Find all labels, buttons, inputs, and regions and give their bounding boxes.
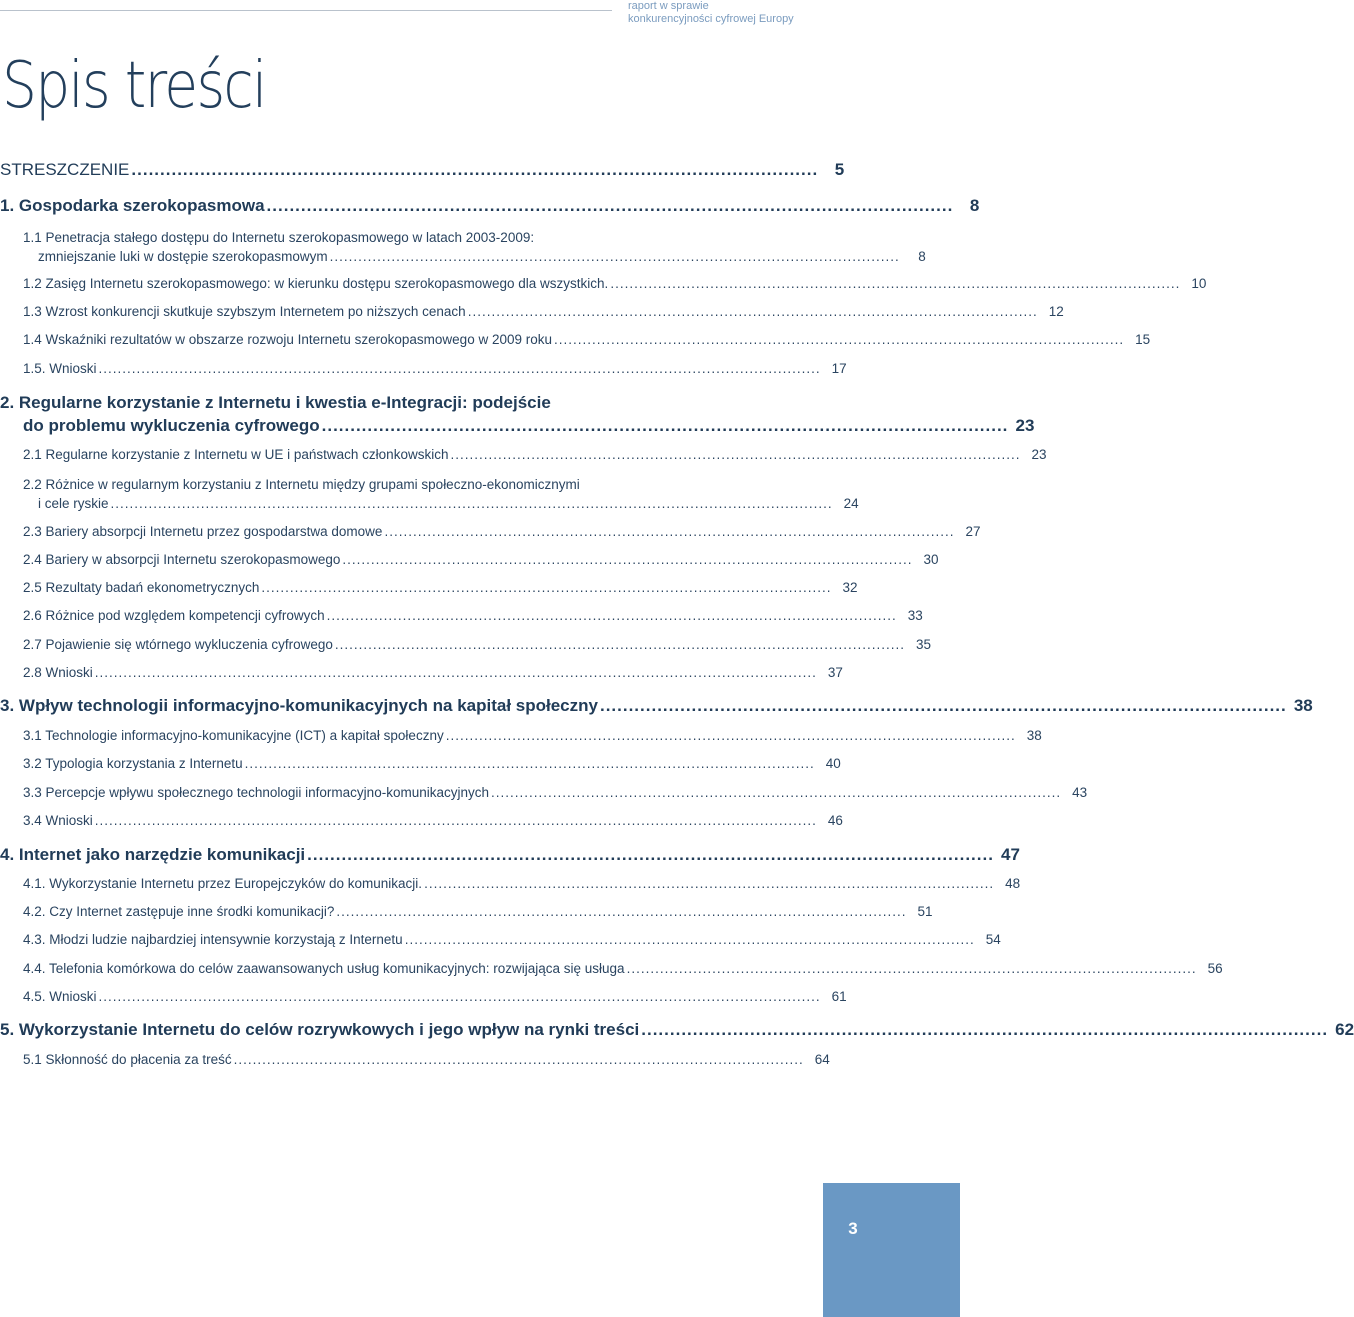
toc-entry-2-8[interactable] [23, 665, 843, 680]
toc-leader-dots: ........................................................................................................................ [326, 608, 897, 623]
toc-leader-dots: ........................................................................................................................ [445, 728, 1016, 743]
toc-leader-dots: ........................................................................................................................ [266, 196, 954, 215]
toc-leader-dots: ........................................................................................................................ [491, 785, 1062, 800]
toc-entry-3-4[interactable] [23, 813, 843, 828]
toc-leader-dots: ........................................................................................................................ [450, 447, 1021, 462]
toc-page-number: 17 [831, 361, 847, 376]
toc-entry-1-3[interactable] [23, 304, 1064, 319]
page-number-tab [823, 1183, 960, 1317]
toc-entry-streszczenie[interactable] [0, 160, 845, 180]
toc-page-number: 27 [965, 524, 981, 539]
toc-leader-dots: ........................................................................................................................ [334, 637, 906, 652]
toc-page-number: 10 [1191, 276, 1207, 291]
toc-entry-5-1[interactable] [23, 1052, 830, 1067]
toc-entry-chapter-3[interactable] [0, 696, 1313, 716]
toc-label: 4.3. Młodzi ludzie najbardziej intensywnie korzystają z Internetu [23, 932, 403, 947]
toc-page-number: 15 [1135, 332, 1151, 347]
toc-entry-4-1[interactable] [23, 876, 1021, 891]
toc-label: 2.4 Bariery w absorpcji Internetu szerokopasmowego [23, 552, 341, 567]
toc-leader-dots: ........................................................................................................................ [610, 276, 1181, 291]
toc-label: 1.4 Wskaźniki rezultatów w obszarze rozwoju Internetu szerokopasmowego w 2009 roku [23, 332, 552, 347]
toc-page-number: 38 [1293, 696, 1313, 715]
toc-page-number: 61 [831, 989, 847, 1004]
toc-entry-2-4[interactable] [23, 552, 939, 567]
toc-leader-dots: ........................................................................................................................ [424, 876, 995, 891]
toc-label: 4. Internet jako narzędzie komunikacji [0, 845, 306, 864]
toc-label-line2: i cele ryskie [38, 496, 109, 511]
toc-label: 3.1 Technologie informacyjno-komunikacyjne (ICT) a kapitał społeczny [23, 728, 444, 743]
toc-leader-dots: ........................................................................................................................ [307, 845, 994, 864]
toc-entry-3-2[interactable] [23, 756, 841, 771]
toc-label: 4.4. Telefonia komórkowa do celów zaawansowanych usług komunikacyjnych: rozwijająca się usługa [23, 961, 625, 976]
toc-label: 1.2 Zasięg Internetu szerokopasmowego: w kierunku dostępu szerokopasmowego dla wszystkich. [23, 276, 609, 291]
toc-leader-dots: ........................................................................................................................ [329, 249, 900, 264]
toc-leader-dots: ........................................................................................................................ [641, 1020, 1329, 1039]
toc-label: 5. Wykorzystanie Internetu do celów rozrywkowych i jego wpływ na rynki treści [0, 1020, 640, 1039]
toc-entry-chapter-5[interactable] [0, 1020, 1354, 1040]
toc-leader-dots: ........................................................................................................................ [554, 332, 1125, 347]
toc-page-number: 47 [1001, 845, 1020, 864]
page-title: Spis treści [2, 49, 266, 123]
header-rule [0, 10, 612, 11]
toc-page-number: 12 [1048, 304, 1064, 319]
toc-label: 2.1 Regularne korzystanie z Internetu w UE i państwach członkowskich [23, 447, 449, 462]
toc-label: 2.8 Wnioski [23, 665, 93, 680]
toc-label: 1.5. Wnioski [23, 361, 97, 376]
toc-page-number: 51 [917, 904, 933, 919]
running-header-line1: raport w sprawie [628, 0, 709, 12]
toc-entry-4-3[interactable] [23, 932, 1001, 947]
toc-label: 1. Gospodarka szerokopasmowa [0, 196, 265, 215]
toc-entry-1-5[interactable] [23, 361, 847, 376]
toc-entry-2-7[interactable] [23, 637, 932, 652]
toc-label: 5.1 Skłonność do płacenia za treść [23, 1052, 232, 1067]
toc-page-number: 48 [1005, 876, 1021, 891]
toc-label: 3.3 Percepcje wpływu społecznego technologii informacyjno-komunikacyjnych [23, 785, 489, 800]
toc-page-number: 56 [1207, 961, 1223, 976]
toc-entry-3-3[interactable] [23, 785, 1088, 800]
toc-entry-chapter-2[interactable] [0, 391, 1035, 437]
toc-page-number: 5 [834, 160, 845, 179]
toc-leader-dots: ........................................................................................................................ [244, 756, 815, 771]
toc-page-number: 23 [1015, 416, 1035, 435]
toc-label: 1.3 Wzrost konkurencji skutkuje szybszym Internetem po niższych cenach [23, 304, 466, 319]
toc-entry-2-6[interactable] [23, 608, 923, 623]
toc-leader-dots: ........................................................................................................................................................ [98, 989, 821, 1004]
toc-page-number: 37 [827, 665, 843, 680]
toc-label: 2.7 Pojawienie się wtórnego wykluczenia cyfrowego [23, 637, 333, 652]
toc-label-line1: 2. Regularne korzystanie z Internetu i kwestia e-Integracji: podejście [0, 393, 551, 412]
toc-label-line1: 1.1 Penetracja stałego dostępu do Internetu szerokopasmowego w latach 2003-2009: [23, 230, 535, 245]
toc-label: 4.5. Wnioski [23, 989, 97, 1004]
toc-label: 3.4 Wnioski [23, 813, 93, 828]
toc-entry-1-4[interactable] [23, 332, 1151, 347]
toc-page-number: 30 [923, 552, 939, 567]
toc-leader-dots: ........................................................................................................................ [342, 552, 913, 567]
toc-page-number: 23 [1031, 447, 1047, 462]
toc-label: STRESZCZENIE [0, 160, 130, 179]
toc-label: 4.2. Czy Internet zastępuje inne środki komunikacji? [23, 904, 335, 919]
toc-page-number: 35 [915, 637, 932, 652]
toc-leader-dots: ........................................................................................................................ [467, 304, 1038, 319]
toc-page-number: 43 [1072, 785, 1088, 800]
page-number: 3 [848, 1219, 858, 1238]
toc-label: 4.1. Wykorzystanie Internetu przez Europejczyków do komunikacji. [23, 876, 423, 891]
toc-label: 2.6 Różnice pod względem kompetencji cyfrowych [23, 608, 325, 623]
toc-label-line2: zmniejszanie luki w dostępie szerokopasmowym [38, 249, 328, 264]
toc-entry-4-2[interactable] [23, 904, 933, 919]
toc-leader-dots: ........................................................................................................................................................ [110, 496, 833, 511]
toc-page-number: 8 [969, 196, 980, 215]
toc-leader-dots: ........................................................................................................................................................ [98, 361, 821, 376]
toc-entry-1-1[interactable] [23, 228, 926, 266]
toc-leader-dots: ........................................................................................................................ [336, 904, 907, 919]
toc-label: 2.5 Rezultaty badań ekonometrycznych [23, 580, 260, 595]
toc-entry-2-1[interactable] [23, 447, 1047, 462]
toc-page-number: 64 [814, 1052, 830, 1067]
toc-leader-dots: ........................................................................................................................ [233, 1052, 804, 1067]
toc-leader-dots: ........................................................................................................................................................ [94, 665, 817, 680]
toc-leader-dots: ........................................................................................................................................................ [94, 813, 817, 828]
toc-entry-chapter-1[interactable] [0, 196, 980, 216]
toc-entry-4-5[interactable] [23, 989, 847, 1004]
toc-page-number: 46 [827, 813, 843, 828]
toc-page-number: 24 [843, 496, 859, 511]
toc-entry-2-2[interactable] [23, 475, 859, 513]
toc-entry-4-4[interactable] [23, 961, 1223, 976]
toc-page-number: 33 [907, 608, 923, 623]
toc-entry-chapter-4[interactable] [0, 845, 1020, 865]
toc-label: 3. Wpływ technologii informacyjno-komunikacyjnych na kapitał społeczny [0, 696, 598, 715]
toc-entry-2-3[interactable] [23, 524, 981, 539]
toc-leader-dots: ........................................................................................................................ [321, 416, 1009, 435]
running-header-line2: konkurencyjności cyfrowej Europy [628, 13, 794, 25]
toc-leader-dots: ........................................................................................................................ [384, 524, 955, 539]
toc-page-number: 38 [1026, 728, 1042, 743]
toc-leader-dots: ........................................................................................................................ [404, 932, 975, 947]
toc-leader-dots: ........................................................................................................................ [261, 580, 832, 595]
toc-label-line1: 2.2 Różnice w regularnym korzystaniu z Internetu między grupami społeczno-ekonomicznymi [23, 477, 580, 492]
toc-leader-dots: ........................................................................................................................ [131, 160, 819, 179]
toc-label-line2: do problemu wykluczenia cyfrowego [23, 416, 320, 435]
toc-leader-dots: ........................................................................................................................ [599, 696, 1287, 715]
toc-page-number: 54 [985, 932, 1001, 947]
toc-page-number: 62 [1335, 1020, 1354, 1039]
toc-page-number: 32 [842, 580, 858, 595]
toc-entry-3-1[interactable] [23, 728, 1042, 743]
toc-entry-2-5[interactable] [23, 580, 858, 595]
running-header [628, 0, 794, 26]
toc-leader-dots: ........................................................................................................................ [626, 961, 1197, 976]
toc-label: 3.2 Typologia korzystania z Internetu [23, 756, 243, 771]
toc-label: 2.3 Bariery absorpcji Internetu przez gospodarstwa domowe [23, 524, 383, 539]
toc-page-number: 40 [825, 756, 841, 771]
toc-page-number: 8 [918, 249, 926, 264]
toc-entry-1-2[interactable] [23, 276, 1207, 291]
